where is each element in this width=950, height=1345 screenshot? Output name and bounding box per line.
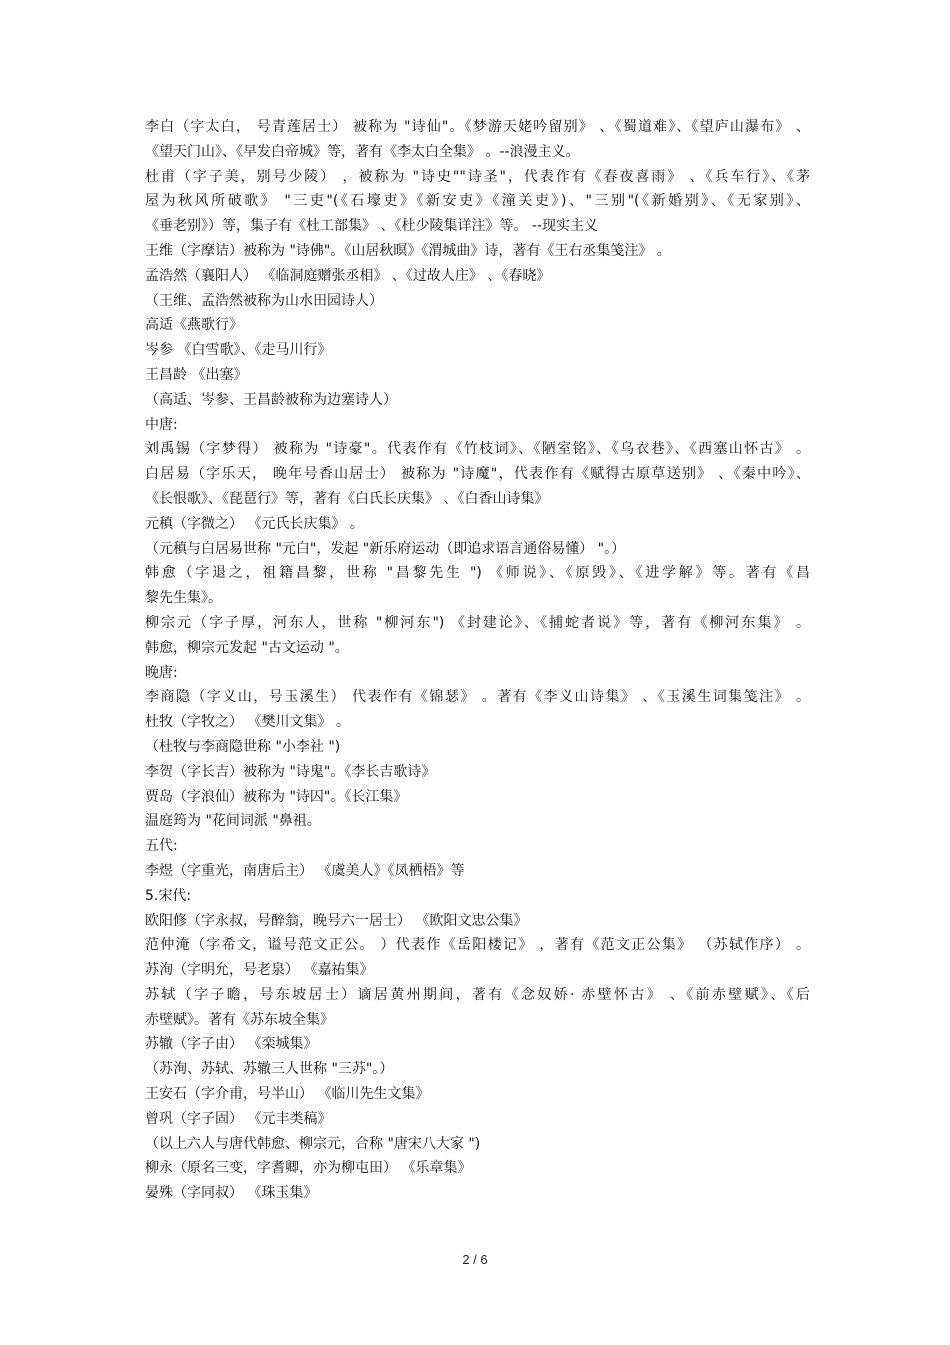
text-line: 《垂老别》）等，集子有《杜工部集》 、《杜少陵集详注》等。 --现实主义 bbox=[145, 218, 599, 235]
text-line: （以上六人与唐代韩愈、柳宗元，合称 "唐宋八大家 ") bbox=[145, 1135, 481, 1152]
text-line: 韩愈，柳宗元发起 "古文运动 "。 bbox=[145, 639, 349, 656]
text-line: 韩愈（字退之，祖籍昌黎，世称 "昌黎先生 ") 《师说》、《原毁》、《进学解》等。著有《昌 bbox=[145, 565, 810, 582]
text-line: 白居易（字乐天， 晚年号香山居士） 被称为 "诗魔"，代表作有《赋得古原草送别》 、《秦中吟》、 bbox=[145, 466, 810, 483]
text-line: 李白（字太白， 号青莲居士） 被称为 "诗仙"。《梦游天姥吟留别》 、《蜀道难》、《望庐山瀑布》 、 bbox=[145, 119, 810, 135]
text-line: 元稹（字微之） 《元氏长庆集》 。 bbox=[145, 515, 364, 532]
text-line: （元稹与白居易世称 "元白"，发起 "新乐府运动（即追求语言通俗易懂） "。） bbox=[145, 540, 626, 557]
text-line: 贾岛（字浪仙）被称为 "诗囚"。《长江集》 bbox=[145, 788, 408, 805]
text-line: 范仲淹（字希文，谥号范文正公。 ）代表作《岳阳楼记》 ，著有《范文正公集》 （苏轼作序） 。 bbox=[145, 937, 810, 954]
text-line: 李煜（字重光，南唐后主） 《虞美人》《凤栖梧》等 bbox=[145, 862, 465, 879]
text-line: 李商隐（字义山，号玉溪生） 代表作有《锦瑟》 。著有《李义山诗集》 、《玉溪生词集笺注》 。 bbox=[145, 689, 810, 706]
text-line: 屋为秋风所破歌》 "三吏"(《石壕吏》《新安吏》《潼关吏》)、"三别"(《新婚别》、《无家别》、 bbox=[145, 193, 810, 210]
section-heading: 五代: bbox=[145, 838, 178, 855]
text-line: 欧阳修（字永叔，号醉翁，晚号六一居士） 《欧阳文忠公集》 bbox=[145, 912, 528, 929]
text-line: 晏殊（字同叔） 《珠玉集》 bbox=[145, 1185, 318, 1202]
text-line: （高适、岑参、王昌龄被称为边塞诗人） bbox=[145, 391, 397, 408]
section-heading: 中唐: bbox=[145, 416, 178, 433]
document-body bbox=[145, 115, 810, 1206]
text-line: 温庭筠为 "花间词派 "鼻祖。 bbox=[145, 813, 321, 830]
page-number: 2 / 6 bbox=[462, 1252, 488, 1267]
text-line: 王维（字摩诘）被称为 "诗佛"。《山居秋暝》《渭城曲》诗，著有《王右丞集笺注》 。 bbox=[145, 242, 671, 259]
text-line: （王维、孟浩然被称为山水田园诗人） bbox=[145, 292, 383, 309]
text-line: 柳永（原名三变，字耆卿，亦为柳屯田） 《乐章集》 bbox=[145, 1160, 472, 1177]
text-line: 苏轼（字子瞻，号东坡居士）谪居黄州期间，著有《念奴娇· 赤壁怀古》 、《前赤壁赋》、《后 bbox=[145, 986, 810, 1003]
text-line: 《长恨歌》、《琵琶行》等，著有《白氏长庆集》 、《白香山诗集》 bbox=[145, 490, 549, 507]
section-heading: 5.宋代: bbox=[145, 887, 192, 904]
text-line: 李贺（字长吉）被称为 "诗鬼"。《李长吉歌诗》 bbox=[145, 763, 436, 780]
text-line: 刘禹锡（字梦得） 被称为 "诗豪"。代表作有《竹枝词》、《陋室铭》、《乌衣巷》、《西塞山怀古》 。 bbox=[145, 441, 810, 458]
text-line: 赤壁赋》。著有《苏东坡全集》 bbox=[145, 1011, 334, 1028]
text-line: 曾巩（字子固） 《元丰类稿》 bbox=[145, 1110, 332, 1127]
text-line: 孟浩然（襄阳人） 《临洞庭赠张丞相》 、《过故人庄》 、《春晓》 bbox=[145, 267, 551, 284]
section-heading: 晚唐: bbox=[145, 664, 178, 681]
text-line: 杜牧（字牧之） 《樊川文集》 。 bbox=[145, 714, 350, 731]
text-line: 高适《燕歌行》 bbox=[145, 317, 243, 334]
text-line: 柳宗元（字子厚，河东人，世称 "柳河东") 《封建论》、《捕蛇者说》等，著有《柳河东集》 。 bbox=[145, 614, 810, 631]
text-line: 《望天门山》、《早发白帝城》等，著有《李太白全集》 。--浪漫主义。 bbox=[145, 143, 580, 160]
text-line: 岑参 《白雪歌》、《走马川行》 bbox=[145, 342, 332, 359]
text-line: 黎先生集》。 bbox=[145, 590, 222, 607]
text-line: 苏辙（字子由） 《栾城集》 bbox=[145, 1036, 318, 1053]
text-line: 苏洵（字明允，号老泉） 《嘉祐集》 bbox=[145, 962, 374, 979]
text-line: 王昌龄 《出塞》 bbox=[145, 366, 248, 383]
text-line: （苏洵、苏轼、苏辙三人世称 "三苏"。） bbox=[145, 1061, 394, 1078]
text-line: （杜牧与李商隐世称 "小李社 ") bbox=[145, 738, 341, 755]
text-line: 王安石（字介甫，号半山） 《临川先生文集》 bbox=[145, 1086, 430, 1103]
text-line: 杜甫（字子美，别号少陵） ，被称为 "诗史""诗圣"，代表作有《春夜喜雨》 、《兵车行》、《茅 bbox=[145, 168, 810, 185]
